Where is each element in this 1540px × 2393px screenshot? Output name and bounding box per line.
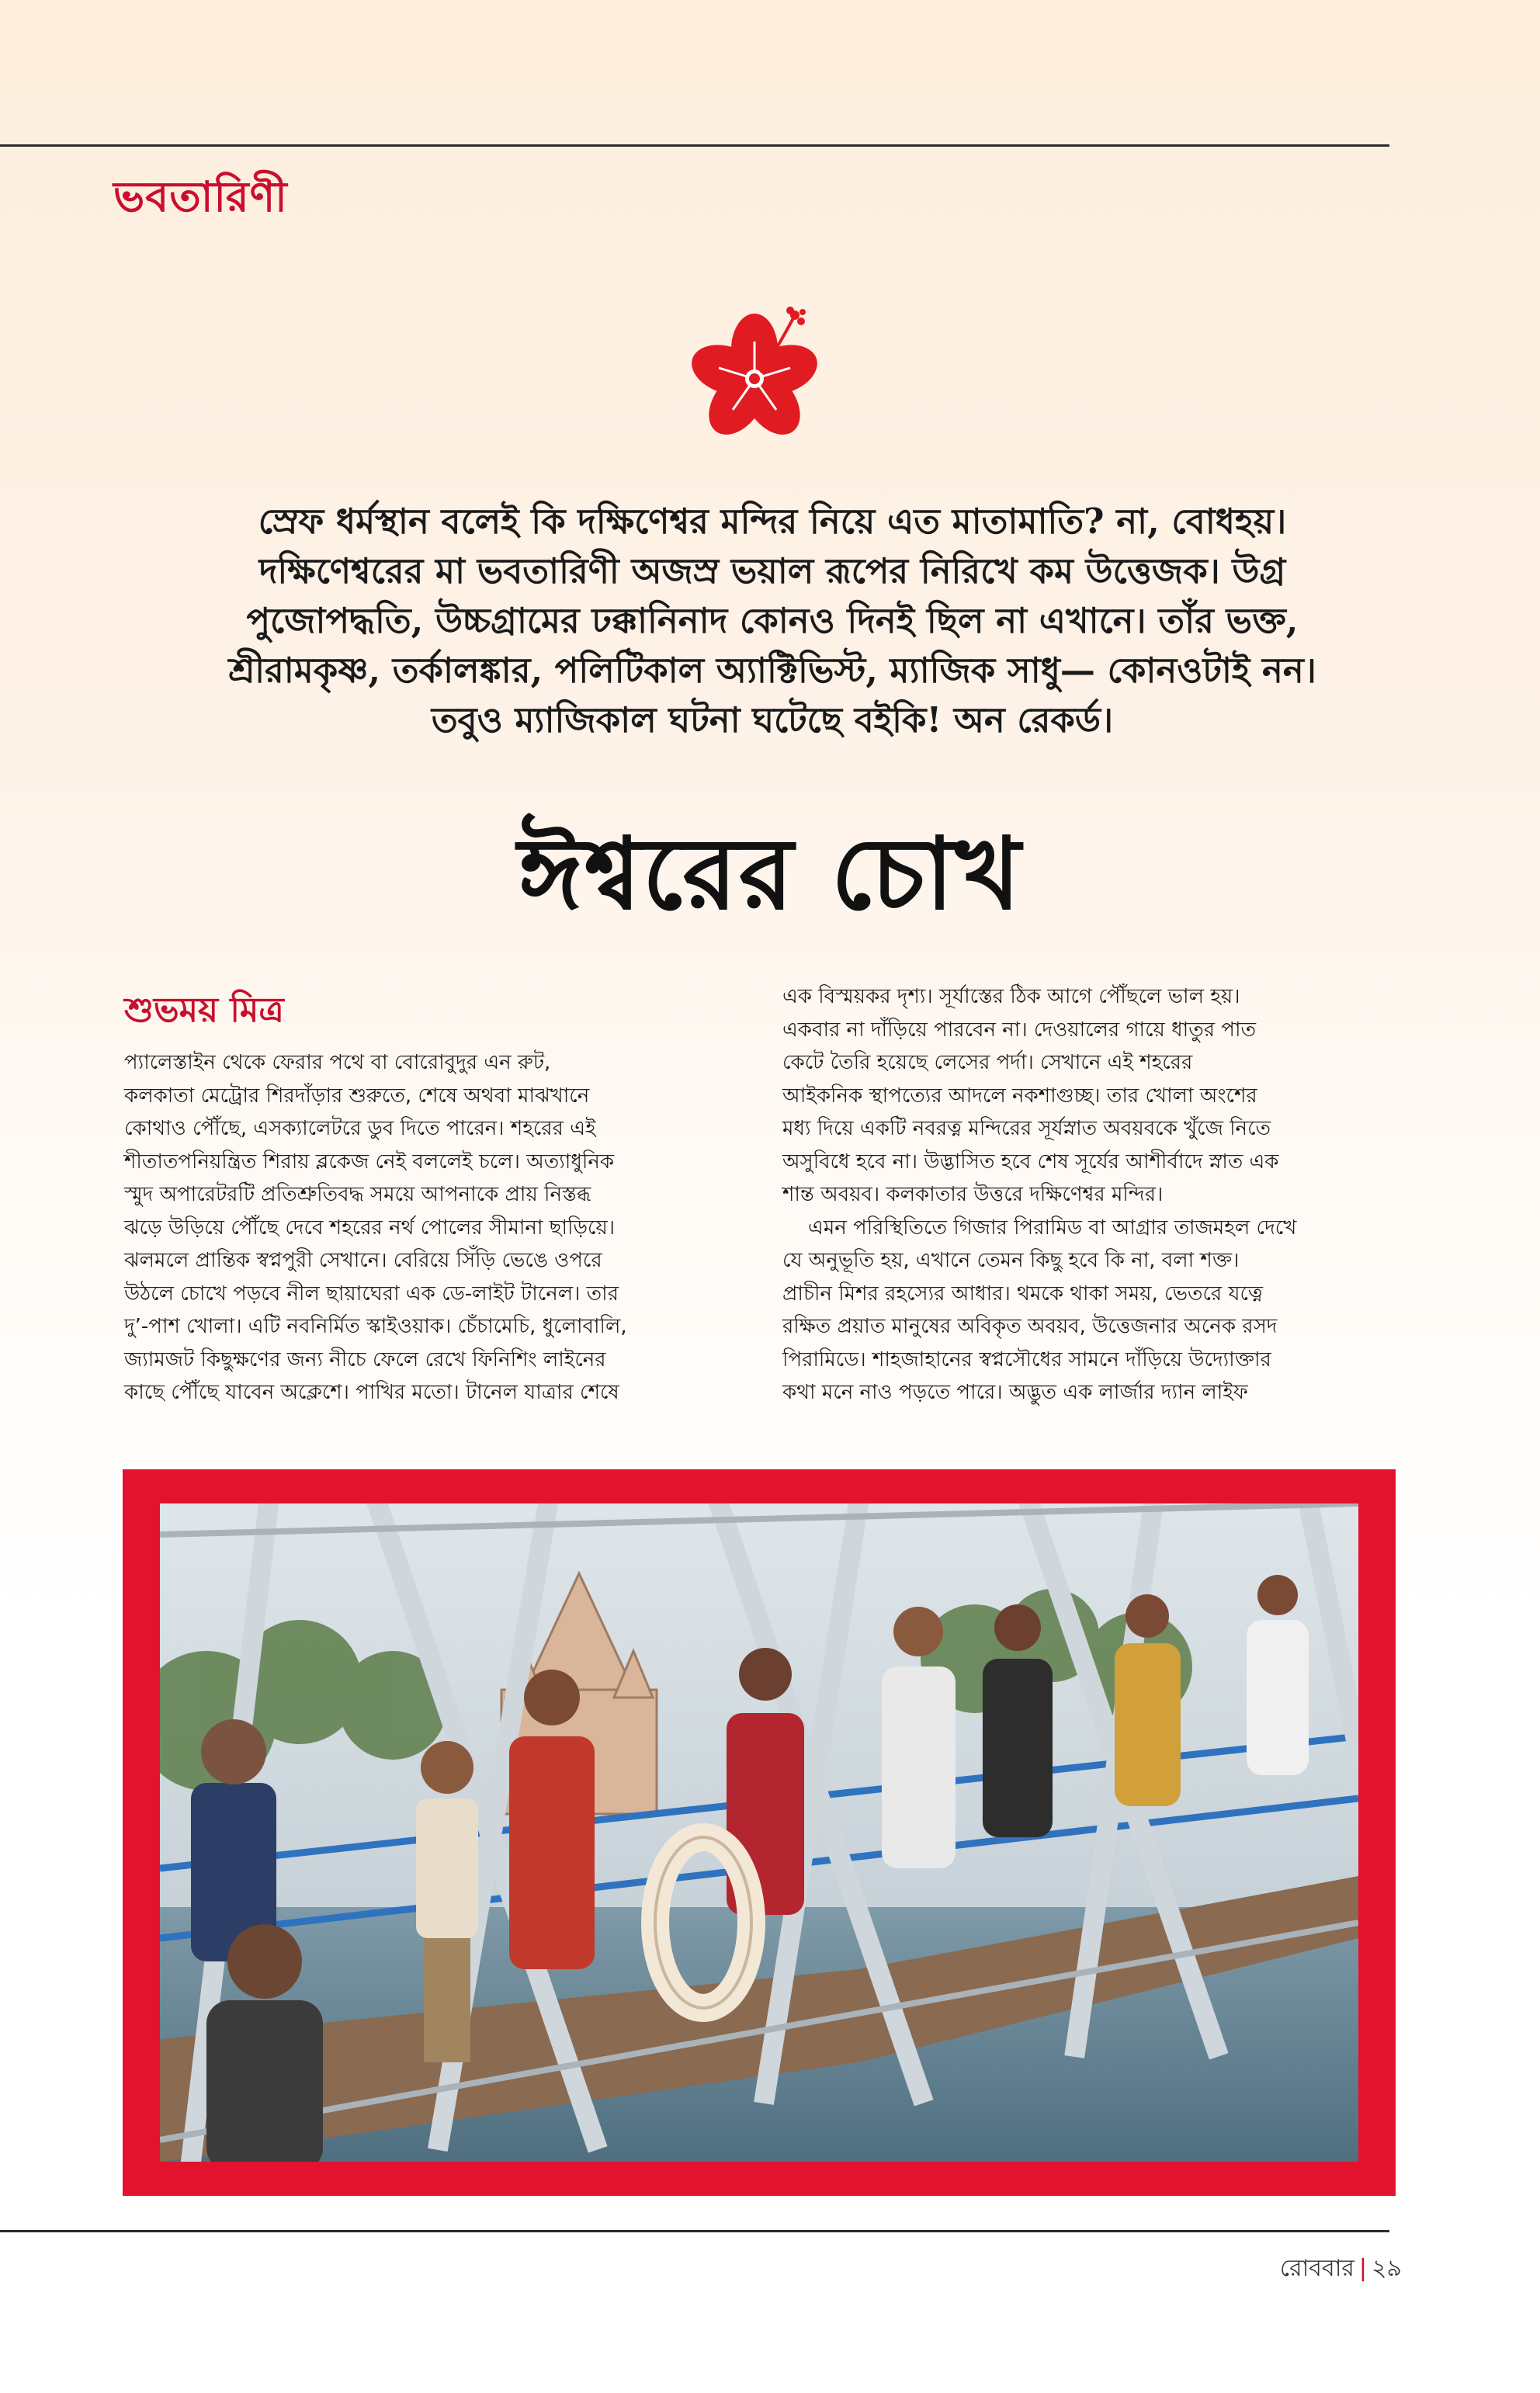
body-line: কোথাও পৌঁছে, এসক্যালেটরে ডুব দিতে পারেন। শহরের এই	[124, 1117, 596, 1140]
body-line: পিরামিডে। শাহজাহানের স্বপ্নসৌধের সামনে দাঁড়িয়ে উদ্যোক্তার	[782, 1347, 1271, 1372]
body-line: স্মুদ অপারেটরটি প্রতিশ্রুতিবদ্ধ সময়ে আপনাকে প্রায় নিস্তব্ধ	[124, 1183, 591, 1206]
standfirst-line: দক্ষিণেশ্বরের মা ভবতারিণী অজস্র ভয়াল রূপের নিরিখে কম উত্তেজক। উগ্র	[258, 550, 1286, 591]
top-rule	[0, 144, 1389, 147]
body-line: ঝড়ে উড়িয়ে পৌঁছে দেবে শহরের নর্থ পোলের সীমানা ছাড়িয়ে।	[124, 1216, 616, 1240]
body-line: একবার না দাঁড়িয়ে পারবেন না। দেওয়ালের গায়ে ধাতুর পাত	[782, 1018, 1256, 1042]
body-line: কেটে তৈরি হয়েছে লেসের পর্দা। সেখানে এই শহরের	[782, 1051, 1193, 1074]
body-line: রক্ষিত প্রয়াত মানুষের অবিকৃত অবয়ব, উত্তেজনার অনেক রসদ	[782, 1315, 1278, 1338]
body-line: শান্ত অবয়ব। কলকাতার উত্তরে দক্ষিণেশ্বর মন্দির।	[782, 1183, 1164, 1206]
standfirst-line: শ্রীরামকৃষ্ণ, তর্কালঙ্কার, পলিটিকাল অ্যাক্টিভিস্ট, ম্যাজিক সাধু— কোনওটাই নন।	[228, 650, 1316, 691]
bridge-scene-illustration	[160, 1503, 1358, 2162]
body-line: এক বিস্ময়কর দৃশ্য। সূর্যাস্তের ঠিক আগে পৌঁছলে ভাল হয়।	[782, 985, 1240, 1008]
body-line: যে অনুভূতি হয়, এখানে তেমন কিছু হবে কি না, বলা শক্ত।	[782, 1249, 1240, 1272]
bottom-rule	[0, 2230, 1389, 2232]
skywalk-bridge-photo	[160, 1503, 1358, 2162]
body-line: কলকাতা মেট্রোর শিরদাঁড়ার শুরুতে, শেষে অথবা মাঝখানে	[124, 1084, 590, 1108]
body-line: ঝলমলে প্রান্তিক স্বপ্নপুরী সেখানে। বেরিয়ে সিঁড়ি ভেঙে ওপরে	[124, 1249, 602, 1272]
body-line: আইকনিক স্থাপত্যের আদলে নকশাগুচ্ছ। তার খোলা অংশের	[782, 1084, 1257, 1108]
body-column-left	[124, 1046, 730, 1410]
standfirst-line: তবুও ম্যাজিকাল ঘটনা ঘটেছে বইকি! অন রেকর্ড।	[431, 699, 1114, 740]
body-line: শীতাতপনিয়ন্ত্রিত শিরায় ব্লকেজ নেই বললেই চলে। অত্যাধুনিক	[124, 1150, 615, 1174]
body-line: দু’-পাশ খোলা। এটি নবনির্মিত স্কাইওয়াক। চেঁচামেচি, ধুলোবালি,	[124, 1315, 627, 1338]
body-line: প্রাচীন মিশর রহস্যের আধার। থমকে থাকা সময়, ভেতরে যত্নে	[782, 1281, 1263, 1306]
standfirst-line: পুজোপদ্ধতি, উচ্চগ্রামের ঢক্কানিনাদ কোনও দিনই ছিল না এখানে। তাঁর ভক্ত,	[246, 600, 1299, 641]
standfirst-line: স্রেফ ধর্মস্থান বলেই কি দক্ষিণেশ্বর মন্দির নিয়ে এত মাতামাতি? না, বোধহয়।	[258, 501, 1287, 542]
footer-separator: |	[1358, 2255, 1368, 2282]
photo-frame	[123, 1469, 1396, 2196]
body-line: এমন পরিস্থিতিতে গিজার পিরামিড বা আগ্রার তাজমহল দেখে	[782, 1216, 1297, 1240]
byline: শুভময় মিত্র	[124, 990, 284, 1030]
body-line: জ্যামজট কিছুক্ষণের জন্য নীচে ফেলে রেখে ফিনিশিং লাইনের	[124, 1347, 606, 1372]
body-line: কাছে পৌঁছে যাবেন অক্লেশে। পাখির মতো। টানেল যাত্রার শেষে	[124, 1381, 619, 1404]
body-line: মধ্য দিয়ে একটি নবরত্ন মন্দিরের সূর্যস্নাত অবয়বকে খুঁজে নিতে	[782, 1117, 1271, 1140]
body-line: উঠলে চোখে পড়বে নীল ছায়াঘেরা এক ডে-লাইট টানেল। তার	[124, 1281, 619, 1306]
standfirst	[116, 497, 1428, 745]
headline: ঈশ্বরের চোখ	[518, 816, 1022, 932]
body-column-right	[782, 980, 1396, 1410]
page-number: ২৯	[1372, 2255, 1402, 2282]
section-label: ভবতারিণী	[113, 172, 288, 221]
hibiscus-icon	[677, 301, 832, 456]
body-line: কথা মনে নাও পড়তে পারে। অদ্ভুত এক লার্জার দ্যান লাইফ	[782, 1381, 1248, 1404]
magazine-name: রোববার	[1279, 2255, 1354, 2282]
body-line: অসুবিধে হবে না। উদ্ভাসিত হবে শেষ সূর্যের আশীর্বাদে স্নাত এক	[782, 1150, 1279, 1174]
body-line: প্যালেস্তাইন থেকে ফেরার পথে বা বোরোবুদুর এন রুট,	[124, 1051, 551, 1074]
page-footer	[1280, 2249, 1402, 2289]
